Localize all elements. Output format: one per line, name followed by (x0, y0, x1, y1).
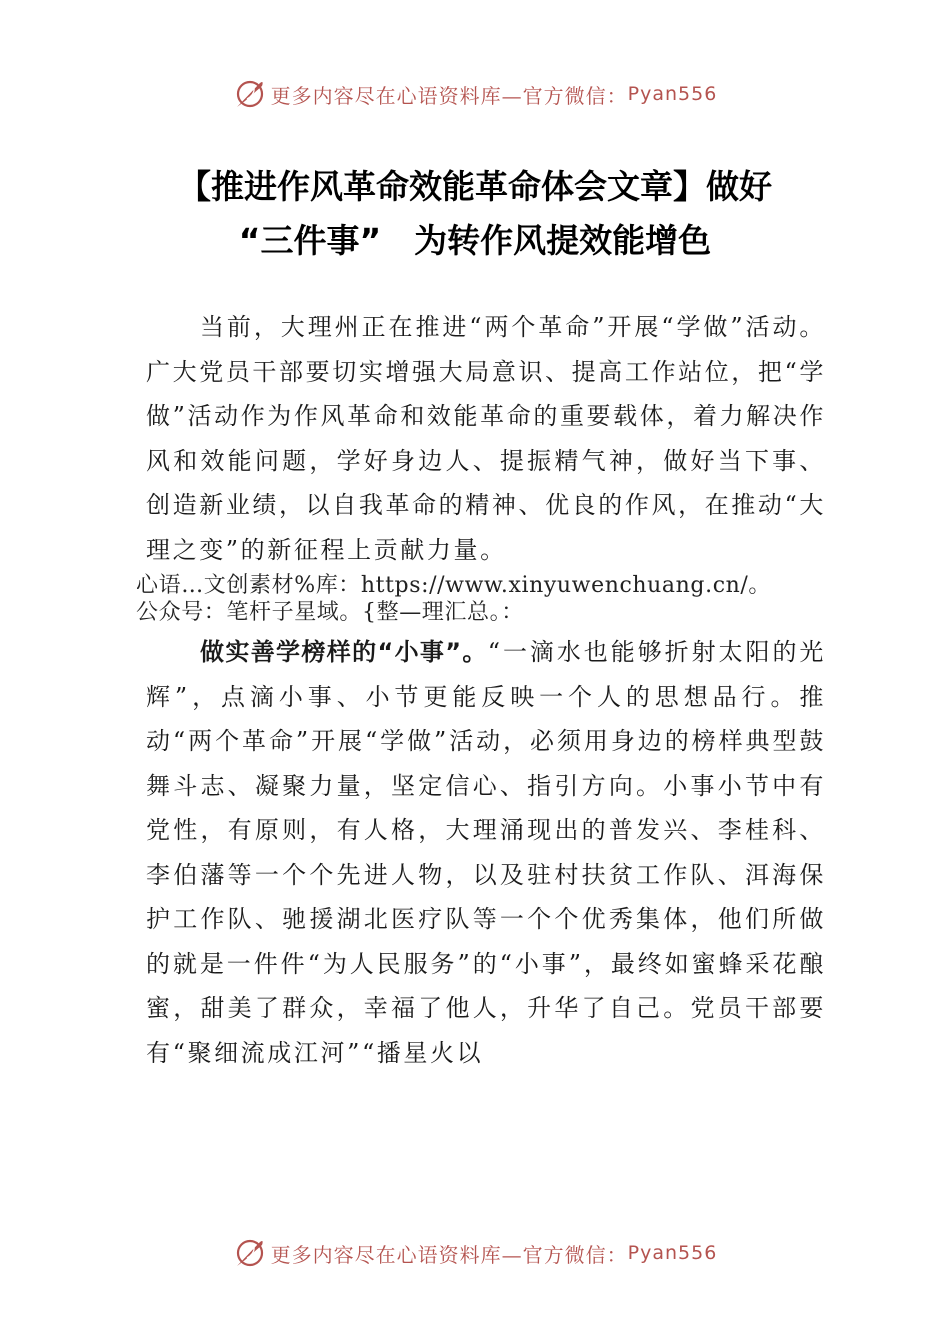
paragraph-1 (146, 305, 826, 572)
banner-text: 更多内容尽在心语资料库—官方微信： (270, 1242, 628, 1267)
header-banner (0, 74, 950, 114)
footer-banner (0, 1233, 950, 1273)
paragraph-2-body: “一滴水也能够折射太阳的光辉”，点滴小事、小节更能反映一个人的思想品行。推动“两个革命”开展“学做”活动，必须用身边的榜样典型鼓舞斗志、凝聚力量，坚定信心、指引方向。小事小节中有党性，有原则，有人格，大理涌现出的普发兴、李桂科、李伯藩等一个个先进人物，以及驻村扶贫工作队、洱海保护工作队、驰援湖北医疗队等一个个优秀集体，他们所做的就是一件件“为人民服务”的“小事”，最终如蜜蜂采花酿蜜，甜美了群众，幸福了他人，升华了自己。党员干部要有“聚细流成江河”“播星火以 (146, 638, 826, 1067)
title-line-1: 【推进作风革命效能革命体会文章】做好 (178, 167, 772, 206)
paragraph-1-text: 当前，大理州正在推进“两个革命”开展“学做”活动。广大党员干部要切实增强大局意识、提高工作站位，把“学做”活动作为作风革命和效能革命的重要载体，着力解决作风和效能问题，学好身边人、提振精气神，做好当下事、创造新业绩，以自我革命的精神、优良的作风，在推动“大理之变”的新征程上贡献力量。 (146, 313, 826, 564)
paragraph-2-text (146, 630, 826, 1075)
quill-pen-logo-icon (233, 1236, 267, 1270)
banner-handle: Pyan556 (627, 83, 718, 105)
title-line-2: “三件事” 为转作风提效能增色 (238, 221, 712, 260)
quill-pen-logo-icon (233, 77, 267, 111)
source-note-line-1: 心语…文创素材%库：https://www.xinyuwenchuang.cn/。 (136, 573, 771, 598)
source-note (136, 572, 836, 626)
paragraph-2-lead: 做实善学榜样的“小事”。 (200, 638, 488, 666)
paragraph-2 (146, 630, 826, 1075)
source-note-line-2: 公众号：笔杆子星域。{整—理汇总。： (136, 600, 524, 625)
banner-handle: Pyan556 (627, 1242, 718, 1264)
banner-text: 更多内容尽在心语资料库—官方微信： (270, 83, 628, 108)
article-title (100, 160, 850, 268)
